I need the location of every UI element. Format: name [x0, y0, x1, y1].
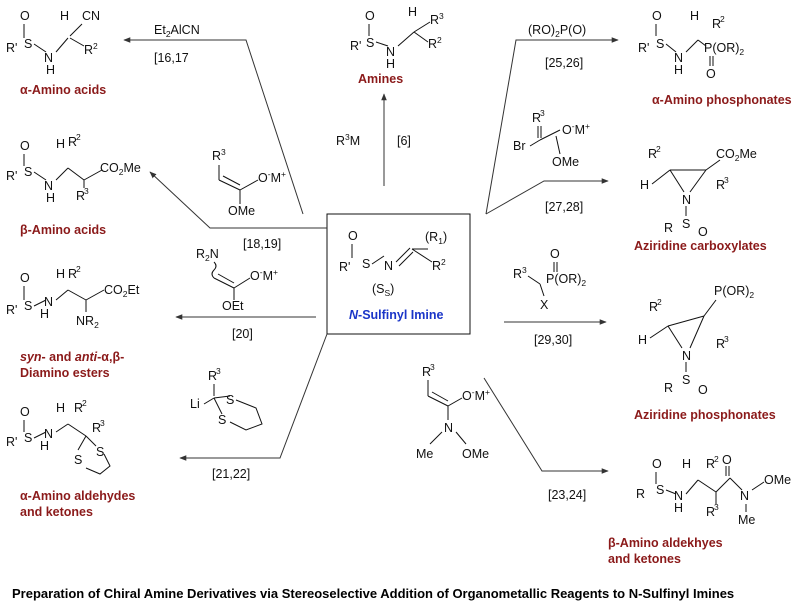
svg-text:H: H	[386, 57, 396, 71]
svg-text:N: N	[682, 193, 692, 207]
amines-ref: [6]	[397, 134, 411, 148]
svg-text:N: N	[444, 421, 454, 435]
amines-rprime: R'	[350, 39, 362, 53]
branch-beta-amino-aldehydes	[416, 362, 791, 566]
svg-text:O: O	[20, 9, 30, 23]
svg-text:O: O	[550, 247, 560, 261]
svg-text:R3: $R^3$	[212, 147, 226, 163]
amines-label: Amines	[358, 72, 404, 86]
svg-text:R: R	[716, 178, 726, 192]
cn-double-bond	[396, 248, 410, 262]
svg-text:S: S	[24, 299, 33, 313]
svg-text:Li: Li	[190, 397, 200, 411]
svg-text:H: H	[56, 267, 66, 281]
alpha-cn: CN	[82, 9, 101, 23]
alpha-amino-acids-label: α-Amino acids	[20, 83, 107, 97]
svg-text:R: R	[664, 381, 674, 395]
beta-ester: $CO_2Me$	[100, 161, 141, 177]
arrow-aldehydes	[180, 334, 327, 458]
svg-text:2: 2	[76, 132, 81, 142]
svg-text:3: 3	[724, 334, 729, 344]
beta-aldehydes-label-line2: and ketones	[608, 552, 681, 566]
diamino-nr2: $NR_2$	[76, 314, 99, 330]
svg-text:2: 2	[656, 144, 661, 154]
beta-amino-acids-label: β-Amino acids	[20, 223, 107, 237]
svg-text:O: O	[652, 457, 662, 471]
svg-text:R': R'	[6, 435, 18, 449]
amines-o: O	[365, 9, 375, 23]
branch-amines	[336, 5, 444, 186]
svg-text:OMe: OMe	[228, 204, 256, 218]
svg-text:3: 3	[430, 362, 435, 372]
svg-text:R': R'	[6, 303, 18, 317]
svg-text:O: O	[20, 405, 30, 419]
center-label: N-Sulfinyl Imine	[349, 308, 444, 322]
aziridine-phos-ref: [29,30]	[534, 333, 573, 347]
svg-text:S: S	[96, 445, 105, 459]
amines-reagent: $R^3M$	[336, 132, 361, 148]
svg-text:R: R	[68, 135, 78, 149]
phosphonates-ref: [25,26]	[545, 56, 584, 70]
aziridine-ester: $CO_2Me$	[716, 147, 757, 163]
svg-text:N: N	[740, 489, 750, 503]
svg-text:O: O	[722, 453, 732, 467]
svg-text:R: R	[664, 221, 674, 235]
svg-text:H: H	[56, 137, 66, 151]
svg-text:3: 3	[540, 108, 545, 118]
svg-text:R: R	[92, 421, 102, 435]
branch-beta-amino-acids	[6, 132, 327, 251]
svg-text:Br: Br	[513, 139, 526, 153]
svg-text:Me: Me	[416, 447, 434, 461]
branch-aziridine-carboxylates	[486, 108, 767, 253]
svg-text:2: 2	[720, 14, 725, 24]
svg-text:H: H	[40, 439, 50, 453]
svg-text:OMe: OMe	[552, 155, 580, 169]
svg-text:N: N	[674, 51, 684, 65]
svg-text:S: S	[226, 393, 235, 407]
beta-aldehydes-ref: [23,24]	[548, 488, 587, 502]
svg-text:N: N	[44, 51, 54, 65]
svg-text:3: 3	[216, 366, 221, 376]
svg-text:N: N	[44, 179, 54, 193]
aldehydes-label-line2: and ketones	[20, 505, 93, 519]
svg-text:N: N	[44, 427, 54, 441]
svg-text:3: 3	[100, 418, 105, 428]
svg-text:R': R'	[6, 169, 18, 183]
svg-text:OMe: OMe	[764, 473, 792, 487]
figure-caption: Preparation of Chiral Amine Derivatives via Stereoselective Addition of Organometallic Reagents to N-Sulfinyl Imines	[12, 586, 735, 601]
beta-aldehydes-label-line1: β-Amino aldekhyes	[608, 536, 723, 550]
svg-text:2: 2	[82, 398, 87, 408]
svg-text:R: R	[74, 401, 84, 415]
svg-text:R: R	[208, 369, 218, 383]
arrow-beta-aldehydes	[484, 378, 608, 471]
alpha-r2: $R^2$	[84, 41, 98, 57]
svg-text:S: S	[74, 453, 83, 467]
alpha-reagent: $Et_2AlCN$	[154, 23, 200, 39]
svg-text:H: H	[638, 333, 648, 347]
svg-text:O-M+: O-M+	[462, 387, 490, 403]
svg-text:N: N	[674, 489, 684, 503]
svg-text:O: O	[652, 9, 662, 23]
svg-text:N: N	[682, 349, 692, 363]
n-atom: N	[384, 259, 394, 273]
svg-text:Me: Me	[738, 513, 756, 527]
svg-text:O-M+: O-M+	[562, 121, 590, 137]
aldehydes-ref: [21,22]	[212, 467, 251, 481]
svg-text:3: 3	[84, 186, 89, 196]
svg-text:H: H	[40, 307, 50, 321]
svg-text:R2N: $R_2N$	[196, 247, 219, 263]
amines-r2: $R^2$	[428, 35, 442, 51]
svg-text:S: S	[656, 483, 665, 497]
svg-text:R: R	[532, 111, 542, 125]
svg-text:O: O	[698, 383, 708, 397]
svg-text:R: R	[648, 147, 658, 161]
amines-h: H	[408, 5, 418, 19]
diamino-label-line2: Diamino esters	[20, 366, 110, 380]
svg-text:R': R'	[6, 41, 18, 55]
svg-text:3: 3	[714, 502, 719, 512]
svg-text:R: R	[706, 505, 716, 519]
svg-text:S: S	[218, 413, 227, 427]
svg-text:H: H	[674, 63, 684, 77]
reagent-por: $P(OR)_2$	[546, 272, 587, 288]
svg-text:O: O	[20, 139, 30, 153]
svg-text:H: H	[46, 63, 56, 77]
aldehydes-label-line1: α-Amino aldehydes	[20, 489, 136, 503]
svg-text:R3: $R^3$	[513, 265, 527, 281]
branch-aziridine-phosphonates	[504, 247, 776, 422]
svg-text:N: N	[44, 295, 54, 309]
sn-bond	[372, 256, 384, 264]
svg-text:O: O	[698, 225, 708, 239]
alpha-ref: [16,17	[154, 51, 189, 65]
svg-text:R: R	[76, 189, 86, 203]
s-atom: S	[362, 257, 371, 271]
svg-text:O: O	[20, 271, 30, 285]
svg-text:X: X	[540, 298, 549, 312]
c-r2-bond	[412, 249, 432, 262]
svg-text:R: R	[636, 487, 646, 501]
svg-text:R: R	[712, 17, 722, 31]
arrow-beta-amino-acids	[150, 172, 327, 228]
beta-ref: [18,19]	[243, 237, 282, 251]
svg-text:2: 2	[714, 454, 719, 464]
svg-text:H: H	[640, 178, 650, 192]
svg-text:H: H	[46, 191, 56, 205]
svg-text:R': R'	[638, 41, 650, 55]
diamino-label-line1: syn- and anti-α,β-	[20, 350, 125, 364]
branch-diamino-esters	[6, 247, 316, 380]
svg-text:R: R	[649, 300, 659, 314]
svg-text:O-M+: O-M+	[258, 169, 286, 185]
svg-text:2: 2	[76, 264, 81, 274]
svg-text:R: R	[422, 365, 432, 379]
svg-text:S: S	[24, 37, 33, 51]
aziridine-phos-label: Aziridine phosphonates	[634, 408, 776, 422]
amines-r3: $R^3$	[430, 11, 444, 27]
svg-text:S: S	[24, 431, 33, 445]
svg-text:S: S	[24, 165, 33, 179]
diamino-ref: [20]	[232, 327, 253, 341]
aziridine-carb-ref: [27,28]	[545, 200, 584, 214]
r-prime: R'	[339, 260, 351, 274]
svg-text:H: H	[60, 9, 70, 23]
svg-text:2: 2	[657, 297, 662, 307]
cn-double-bond-2	[399, 252, 413, 266]
svg-text:R: R	[716, 337, 726, 351]
svg-text:H: H	[674, 501, 684, 515]
svg-text:S: S	[656, 37, 665, 51]
svg-text:R: R	[68, 267, 78, 281]
phosphonates-label: α-Amino phosphonates	[652, 93, 792, 107]
center-sulfinyl-imine	[327, 214, 470, 334]
svg-text:S: S	[682, 373, 691, 387]
svg-text:H: H	[690, 9, 700, 23]
svg-text:R: R	[706, 457, 716, 471]
arrow-alpha-amino-acids	[124, 40, 303, 214]
diamino-ester: $CO_2Et$	[104, 283, 140, 299]
aziridine-por: $P(OR)_2$	[714, 284, 755, 300]
svg-text:S: S	[682, 217, 691, 231]
aziridine-carb-label: Aziridine carboxylates	[634, 239, 767, 253]
svg-text:O-M+: O-M+	[250, 267, 278, 283]
svg-text:H: H	[56, 401, 66, 415]
amines-nh: N	[386, 45, 396, 59]
ss-label: $(S_S)$	[372, 282, 395, 298]
phosphonates-reagent: $(RO)_2P(O)$	[528, 23, 587, 39]
svg-text:O: O	[706, 67, 716, 81]
svg-text:3: 3	[724, 175, 729, 185]
svg-text:H: H	[682, 457, 692, 471]
amines-s: S	[366, 36, 375, 50]
phosphonate-por: $P(OR)_2$	[704, 41, 745, 57]
imine-r2: $R^2$	[432, 257, 446, 273]
imine-r1: $(R_1)$	[425, 230, 448, 246]
svg-text:OEt: OEt	[222, 299, 244, 313]
o-atom: O	[348, 229, 358, 243]
svg-text:OMe: OMe	[462, 447, 490, 461]
